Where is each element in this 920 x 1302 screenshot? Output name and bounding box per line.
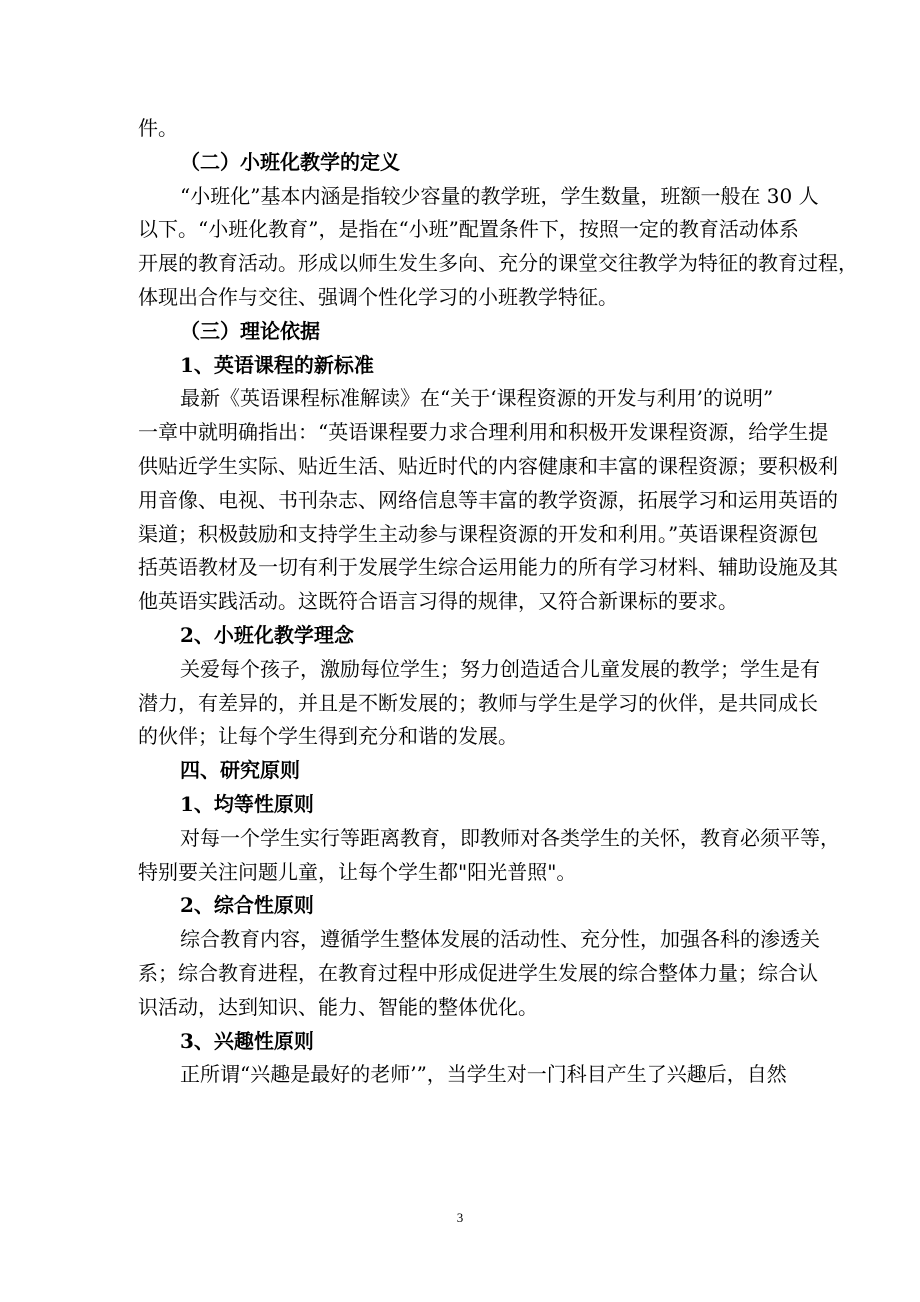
body-text-line: 以下。“小班化教育”，是指在“小班”配置条件下，按照一定的教育活动体系: [138, 217, 799, 242]
section-heading: 2、综合性原则: [180, 893, 314, 918]
body-text-line: 开展的教育活动。形成以师生发生多向、充分的课堂交往教学为特征的教育过程，: [138, 251, 858, 276]
section-heading: 1、均等性原则: [180, 791, 314, 816]
section-heading: 1、英语课程的新标准: [180, 352, 374, 377]
body-text-line: 用音像、电视、书刊杂志、网络信息等丰富的教学资源，拓展学习和运用英语的: [138, 487, 838, 512]
body-text-line: “小班化”基本内涵是指较少容量的教学班，学生数量，班额一般在 30 人: [180, 183, 819, 208]
section-heading: 3、兴趣性原则: [180, 1028, 314, 1053]
body-text-line: 他英语实践活动。这既符合语言习得的规律，又符合新课标的要求。: [138, 589, 738, 614]
body-text-line: 系；综合教育进程，在教育过程中形成促进学生发展的综合整体力量；综合认: [138, 960, 818, 985]
body-text-line: 潜力，有差异的，并且是不断发展的；教师与学生是学习的伙伴，是共同成长: [138, 690, 818, 715]
body-text-line: 正所谓“兴趣是最好的老师’”，当学生对一门科目产生了兴趣后，自然: [180, 1062, 787, 1087]
section-heading: （三）理论依据: [180, 318, 320, 343]
body-text-line: 识活动，达到知识、能力、智能的整体优化。: [138, 994, 538, 1019]
section-heading: （二）小班化教学的定义: [180, 149, 400, 174]
body-text-line: 特别要关注问题儿童，让每个学生都"阳光普照"。: [138, 859, 577, 884]
body-text-line: 渠道；积极鼓励和支持学生主动参与课程资源的开发和利用。”英语课程资源包: [138, 521, 819, 546]
body-text-line: 件。: [138, 116, 178, 140]
body-text-line: 括英语教材及一切有利于发展学生综合运用能力的所有学习材料、辅助设施及其: [138, 555, 838, 580]
body-text-line: 对每一个学生实行等距离教育，即教师对各类学生的关怀，教育必须平等，: [180, 825, 840, 850]
body-text-line: 关爱每个孩子，激励每位学生；努力创造适合儿童发展的教学；学生是有: [180, 656, 820, 681]
section-heading: 2、小班化教学理念: [180, 622, 354, 647]
document-body: [138, 112, 858, 1092]
body-text-line: 最新《英语课程标准解读》在“关于‘课程资源的开发与利用’的说明”: [180, 386, 774, 411]
body-text-line: 的伙伴；让每个学生得到充分和谐的发展。: [138, 724, 518, 749]
body-text-line: 综合教育内容，遵循学生整体发展的活动性、充分性，加强各科的渗透关: [180, 927, 820, 952]
body-text-line: 供贴近学生实际、贴近生活、贴近时代的内容健康和丰富的课程资源；要积极利: [138, 453, 838, 478]
section-heading: 四、研究原则: [180, 758, 300, 783]
body-text-line: 一章中就明确指出：“英语课程要力求合理利用和积极开发课程资源，给学生提: [138, 420, 829, 445]
body-text-line: 体现出合作与交往、强调个性化学习的小班教学特征。: [138, 284, 618, 309]
page-number: 3: [456, 1210, 464, 1225]
